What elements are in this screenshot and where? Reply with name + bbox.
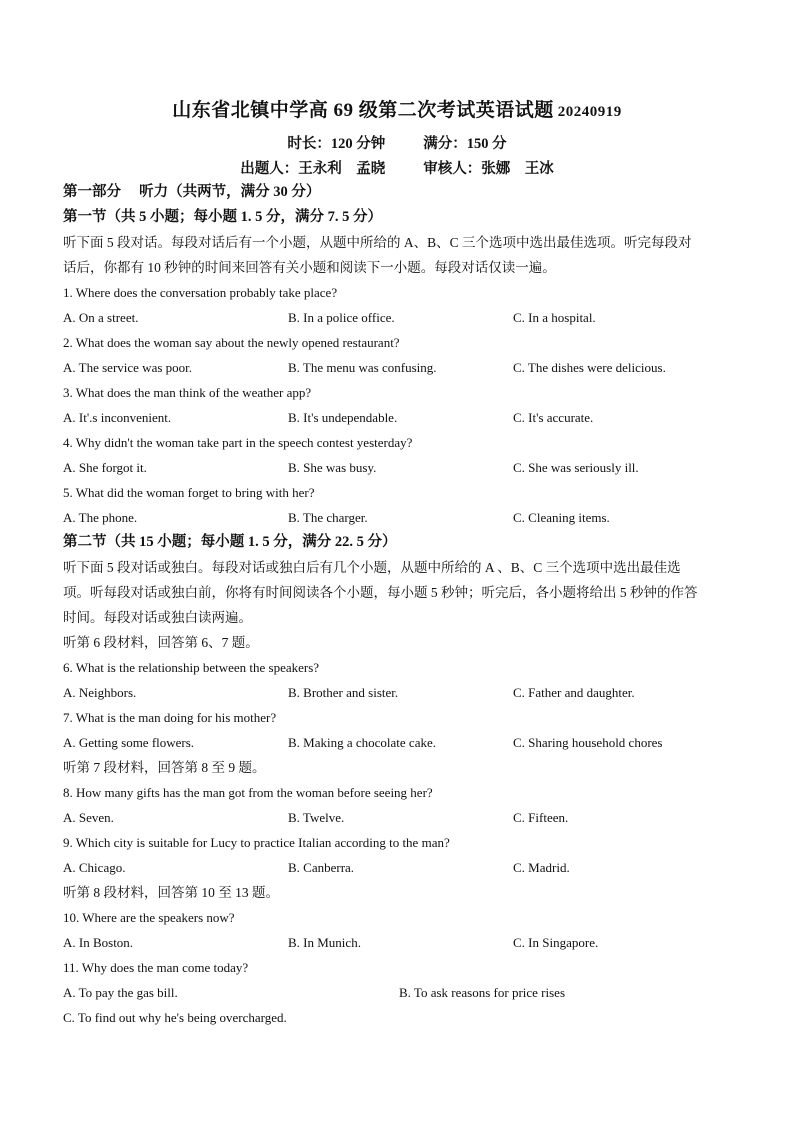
option-a: A. It'.s inconvenient. — [63, 410, 172, 425]
option-b: B. In Munich. — [288, 935, 361, 950]
title-text: 山东省北镇中学高 69 级第二次考试英语试题 — [172, 100, 554, 121]
option-c: C. She was seriously ill. — [513, 460, 639, 475]
option-b: B. To ask reasons for price rises — [399, 985, 566, 1000]
option-b: B. The menu was confusing. — [288, 360, 437, 375]
material-note: 听第 7 段材料，回答第 8 至 9 题。 — [63, 760, 266, 775]
option-b: B. It's undependable. — [288, 410, 398, 425]
setters: 出题人：王永利 孟晓 — [240, 161, 386, 177]
option-c: C. In Singapore. — [513, 935, 599, 950]
question-stem: 5. What did the woman forget to bring with her? — [63, 485, 315, 500]
option-c: C. Sharing household chores — [513, 735, 663, 750]
part-heading: 第一部分 听力（共两节，满分 30 分） — [63, 184, 321, 200]
option-c: C. It's accurate. — [513, 410, 594, 425]
exam-authors — [0, 157, 794, 178]
question-stem: 4. Why didn't the woman take part in the speech contest yesterday? — [63, 435, 413, 450]
instruction-line: 听下面 5 段对话。每段对话后有一个小题，从题中所给的 A、B、C 三个选项中选出最佳选项。听完每段对 — [63, 235, 692, 250]
option-b: B. In a police office. — [288, 310, 395, 325]
question-options — [63, 980, 733, 1005]
question-stem: 9. Which city is suitable for Lucy to practice Italian according to the man? — [63, 835, 450, 850]
question-options — [63, 305, 733, 330]
section-heading: 第一节（共 5 小题；每小题 1. 5 分，满分 7. 5 分） — [63, 209, 382, 225]
section-heading: 第二节（共 15 小题；每小题 1. 5 分，满分 22. 5 分） — [63, 534, 397, 550]
option-c: C. Fifteen. — [513, 810, 569, 825]
exam-body — [63, 180, 733, 1030]
option-b: B. Canberra. — [288, 860, 355, 875]
option-a: A. Neighbors. — [63, 685, 137, 700]
reviewers: 审核人：张娜 王冰 — [423, 161, 554, 177]
question-stem: 7. What is the man doing for his mother? — [63, 710, 277, 725]
option-c: C. Father and daughter. — [513, 685, 635, 700]
title-date: 20240919 — [557, 104, 622, 120]
question-options — [63, 855, 733, 880]
question-options — [63, 505, 733, 530]
option-a: A. Seven. — [63, 810, 114, 825]
question-options — [63, 805, 733, 830]
question-options — [63, 455, 733, 480]
option-b: B. Twelve. — [288, 810, 345, 825]
material-note: 听第 8 段材料，回答第 10 至 13 题。 — [63, 885, 279, 900]
question-stem: 6. What is the relationship between the speakers? — [63, 660, 320, 675]
question-options — [63, 680, 733, 705]
exam-duration-score — [0, 132, 794, 153]
option-c: C. Cleaning items. — [513, 510, 610, 525]
option-b: B. Making a chocolate cake. — [288, 735, 436, 750]
instruction-line: 话后，你都有 10 秒钟的时间来回答有关小题和阅读下一小题。每段对话仅读一遍。 — [63, 260, 556, 275]
question-stem: 2. What does the woman say about the newly opened restaurant? — [63, 335, 400, 350]
question-options — [63, 730, 733, 755]
option-a: A. The service was poor. — [63, 360, 193, 375]
instruction-line: 时间。每段对话或独白读两遍。 — [63, 610, 252, 625]
question-options — [63, 355, 733, 380]
option-a: A. On a street. — [63, 310, 139, 325]
question-options — [63, 930, 733, 955]
duration: 时长：120 分钟 — [287, 136, 386, 152]
option-c: C. In a hospital. — [513, 310, 596, 325]
instruction-line: 项。听每段对话或独白前，你将有时间阅读各个小题，每小题 5 秒钟；听完后，各小题将给出 5 秒钟的作答 — [63, 585, 698, 600]
question-stem: 8. How many gifts has the man got from the woman before seeing her? — [63, 785, 433, 800]
exam-title — [0, 95, 794, 122]
instruction-line: 听下面 5 段对话或独白。每段对话或独白后有几个小题，从题中所给的 A 、B、C 三个选项中选出最佳选 — [63, 560, 681, 575]
option-b: B. The charger. — [288, 510, 368, 525]
question-stem: 1. Where does the conversation probably take place? — [63, 285, 338, 300]
question-stem: 3. What does the man think of the weather app? — [63, 385, 312, 400]
option-c: C. The dishes were delicious. — [513, 360, 666, 375]
option-c: C. Madrid. — [513, 860, 570, 875]
option-a: A. To pay the gas bill. — [63, 985, 178, 1000]
question-stem: 10. Where are the speakers now? — [63, 910, 235, 925]
full-score: 满分：150 分 — [423, 136, 507, 152]
option-a: A. Chicago. — [63, 860, 126, 875]
option-c: C. To find out why he's being overcharged. — [63, 1010, 287, 1025]
option-a: A. The phone. — [63, 510, 138, 525]
option-b: B. Brother and sister. — [288, 685, 399, 700]
material-note: 听第 6 段材料，回答第 6、7 题。 — [63, 635, 259, 650]
option-b: B. She was busy. — [288, 460, 377, 475]
question-options — [63, 405, 733, 430]
question-stem: 11. Why does the man come today? — [63, 960, 249, 975]
option-a: A. She forgot it. — [63, 460, 147, 475]
option-a: A. Getting some flowers. — [63, 735, 195, 750]
option-a: A. In Boston. — [63, 935, 134, 950]
